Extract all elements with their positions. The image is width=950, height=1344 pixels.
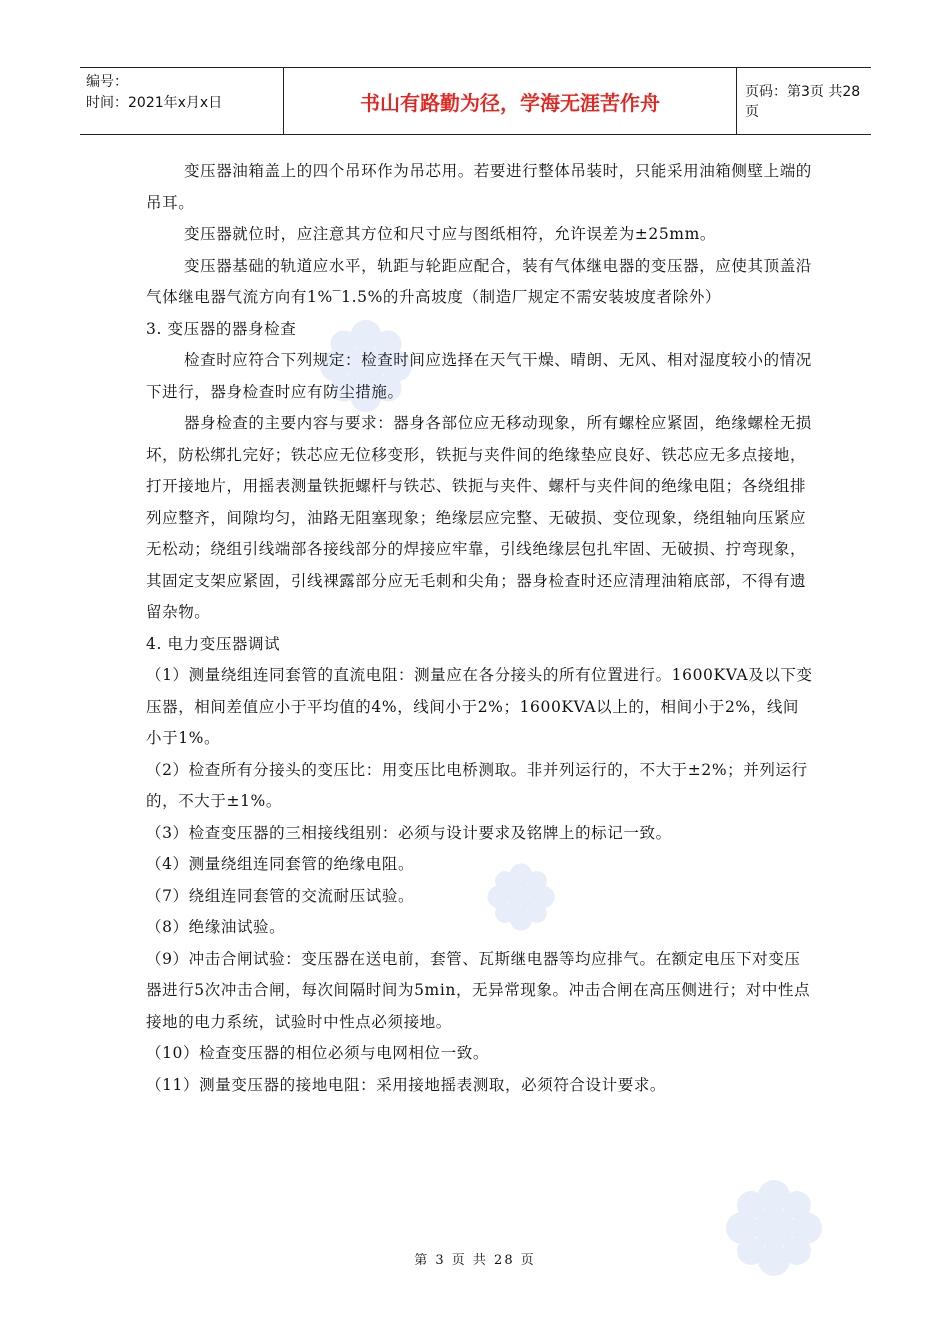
section-heading: 3. 变压器的器身检查 [146,319,297,338]
page-footer: 第 3 页 共 28 页 [414,1253,536,1268]
document-number-label: 编号： [86,74,128,90]
page-header [80,67,871,135]
document-body [146,156,814,1101]
list-item: （3）检查变压器的三相接线组别：必须与设计要求及铭牌上的标记一致。 [146,823,672,842]
list-item: （7）绕组连同套管的交流耐压试验。 [146,886,415,905]
header-page-info: 页码：第3页 共28页 [745,84,861,120]
header-motto: 书山有路勤为径，学海无涯苦作舟 [284,68,737,134]
header-meta [80,68,284,134]
document-time-label: 时间：2021年x月x日 [86,95,223,111]
list-item: （4）测量绕组连同套管的绝缘电阻。 [146,855,415,873]
list-item: （1）测量绕组连同套管的直流电阻：测量应在各分接头的所有位置进行。1600KVA及以下变压器，相间差值应小于平均值的4%，线间小于2%；1600KVA以上的，相间小于2%，线间小于1%。 [146,666,813,747]
paragraph: 变压器基础的轨道应水平，轨距与轮距应配合，装有气体继电器的变压器，应使其顶盖沿气体继电器气流方向有1%‾1.5%的升高坡度（制造厂规定不需安装坡度者除外） [146,256,812,306]
paragraph: 器身检查的主要内容与要求：器身各部位应无移动现象，所有螺栓应紧固，绝缘螺栓无损坏，防松绑扎完好；铁芯应无位移变形，铁扼与夹件间的绝缘垫应良好、铁芯应无多点接地，打开接地片，用摇表测量铁扼螺杆与铁芯、铁扼与夹件、螺杆与夹件间的绝缘电阻；各绕组排列应整齐，间隙均匀，油路无阻塞现象；绝缘层应完整、无破损、变位现象，绕组轴向压紧应无松动；绕组引线端部各接线部分的焊接应牢靠，引线绝缘层包扎牢固、无破损、拧弯现象，其固定支架应紧固，引线裸露部分应无毛刺和尖角；器身检查时还应清理油箱底部，不得有遗留杂物。 [146,414,812,621]
list-item: （8）绝缘油试验。 [146,918,286,936]
paragraph: 变压器就位时，应注意其方位和尺寸应与图纸相符，允许误差为±25mm。 [184,225,717,243]
list-item: （10）检查变压器的相位必须与电网相位一致。 [146,1044,489,1062]
list-item: （11）测量变压器的接地电阻：采用接地摇表测取，必须符合设计要求。 [146,1075,667,1094]
section-heading: 4. 电力变压器调试 [146,634,281,653]
list-item: （2）检查所有分接头的变压比：用变压比电桥测取。非并列运行的，不大于±2%；并列运行的，不大于±1%。 [146,760,808,810]
paragraph: 变压器油箱盖上的四个吊环作为吊芯用。若要进行整体吊装时，只能采用油箱侧壁上端的吊耳。 [146,162,812,212]
list-item: （9）冲击合闸试验：变压器在送电前，套管、瓦斯继电器等均应排气。在额定电压下对变压器进行5次冲击合闸，每次间隔时间为5min，无异常现象。冲击合闸在高压侧进行；对中性点接地的电力系统，试验时中性点必须接地。 [146,949,811,1031]
paragraph: 检查时应符合下列规定：检查时间应选择在天气干燥、晴朗、无风、相对湿度较小的情况下进行，器身检查时应有防尘措施。 [146,351,812,401]
